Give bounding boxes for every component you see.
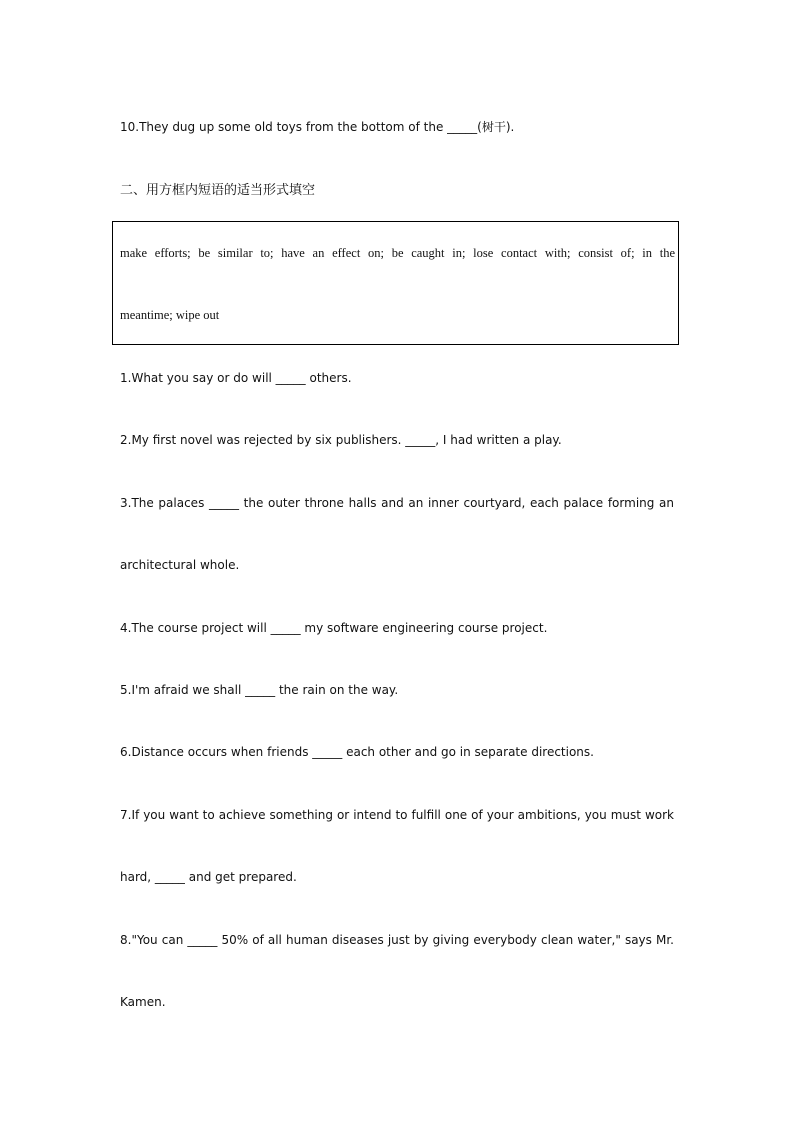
question-2-text: 2.My first novel was rejected by six publishers. _____, I had written a play. xyxy=(120,433,562,447)
phrase-box xyxy=(112,221,679,345)
question-1-text: 1.What you say or do will _____ others. xyxy=(120,371,352,385)
question-8-text-line-2: Kamen. xyxy=(120,995,166,1009)
question-3-text-line-2: architectural whole. xyxy=(120,558,240,572)
question-8-text-line-1: 8."You can _____ 50% of all human diseases just by giving everybody clean water," says Mr. xyxy=(120,933,674,947)
question-4-text: 4.The course project will _____ my software engineering course project. xyxy=(120,621,548,635)
question-7-text-line-2: hard, _____ and get prepared. xyxy=(120,870,297,884)
phrase-box-line-1: make efforts; be similar to; have an effect on; be caught in; lose contact with; consist of; in the xyxy=(120,246,675,260)
question-7-text-line-1: 7.If you want to achieve something or intend to fulfill one of your ambitions, you must work xyxy=(120,808,674,822)
question-3-text-line-1: 3.The palaces _____ the outer throne halls and an inner courtyard, each palace forming an xyxy=(120,496,674,510)
section-heading: 二、用方框内短语的适当形式填空 xyxy=(120,183,316,198)
question-6-text: 6.Distance occurs when friends _____ each other and go in separate directions. xyxy=(120,745,594,759)
question-5-text: 5.I'm afraid we shall _____ the rain on the way. xyxy=(120,683,399,697)
phrase-box-line-2: meantime; wipe out xyxy=(120,308,220,322)
question-10-text: 10.They dug up some old toys from the bottom of the _____(树干). xyxy=(120,120,515,134)
